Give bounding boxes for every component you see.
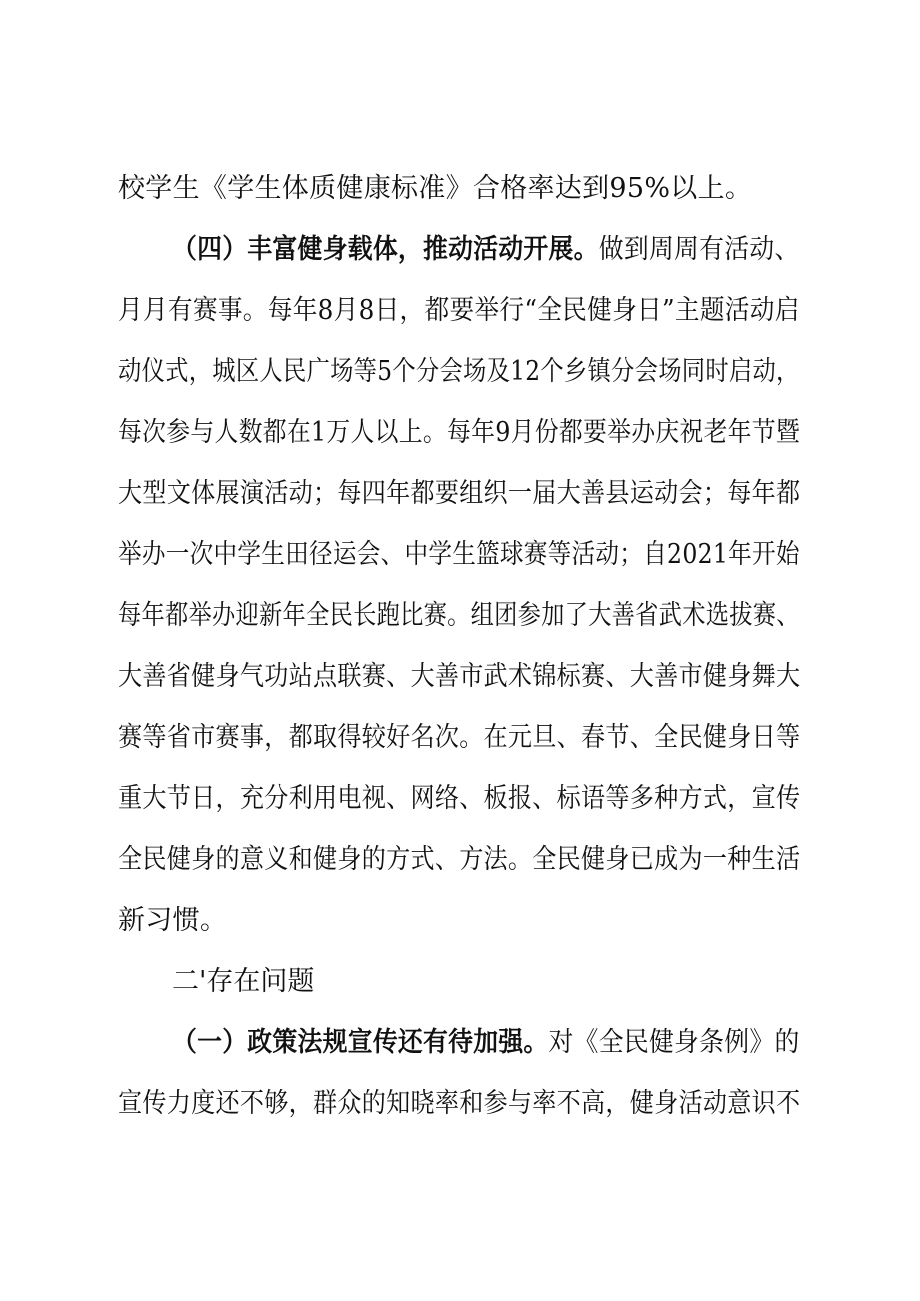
paragraph-four-line: 大型文体展演活动；每四年都要组织一届大善县运动会；每年都 [118,478,801,509]
paragraph-four-line: 每年都举办迎新年全民长跑比赛。组团参加了大善省武术选拔赛、 [118,600,800,631]
paragraph-four-lead-rest: 做到周周有活动、 [598,234,800,265]
paragraph-four-line: 动仪式，城区人民广场等5个分会场及12个乡镇分会场同时启动， [118,356,800,387]
paragraph-four-line: 举办一次中学生田径运会、中学生篮球赛等活动；自2021年开始 [118,539,800,570]
paragraph-four-line: 重大节日，充分利用电视、网络、板报、标语等多种方式，宣传 [118,783,801,814]
paragraph-four-line: 每次参与人数都在1万人以上。每年9月份都要举办庆祝老年节暨 [118,417,801,448]
paragraph-one-lead: （一）政策法规宣传还有待加强。 [172,1027,549,1058]
paragraph-continuation-line: 校学生《学生体质健康标准》合格率达到95%以上。 [118,173,753,204]
paragraph-one-first-line [172,1026,800,1060]
paragraph-four-line: 赛等省市赛事，都取得较好名次。在元旦、春节、全民健身日等 [118,722,801,753]
paragraph-four-line: 大善省健身气功站点联赛、大善市武术锦标赛、大善市健身舞大 [118,661,801,692]
paragraph-four-first-line [172,233,800,267]
paragraph-four-lead: （四）丰富健身载体，推动活动开展。 [172,234,599,265]
section-heading: 二'存在问题 [172,966,315,997]
paragraph-one-line: 宣传力度还不够，群众的知晓率和参与率不高，健身活动意识不 [118,1088,801,1119]
paragraph-four-line: 全民健身的意义和健身的方式、方法。全民健身已成为一种生活 [118,844,801,875]
paragraph-one-lead-rest: 对《全民健身条例》的 [548,1027,800,1058]
paragraph-four-line: 新习惯。 [118,905,228,936]
paragraph-four-line: 月月有赛事。每年8月8日，都要举行“全民健身日”主题活动启 [118,295,800,326]
